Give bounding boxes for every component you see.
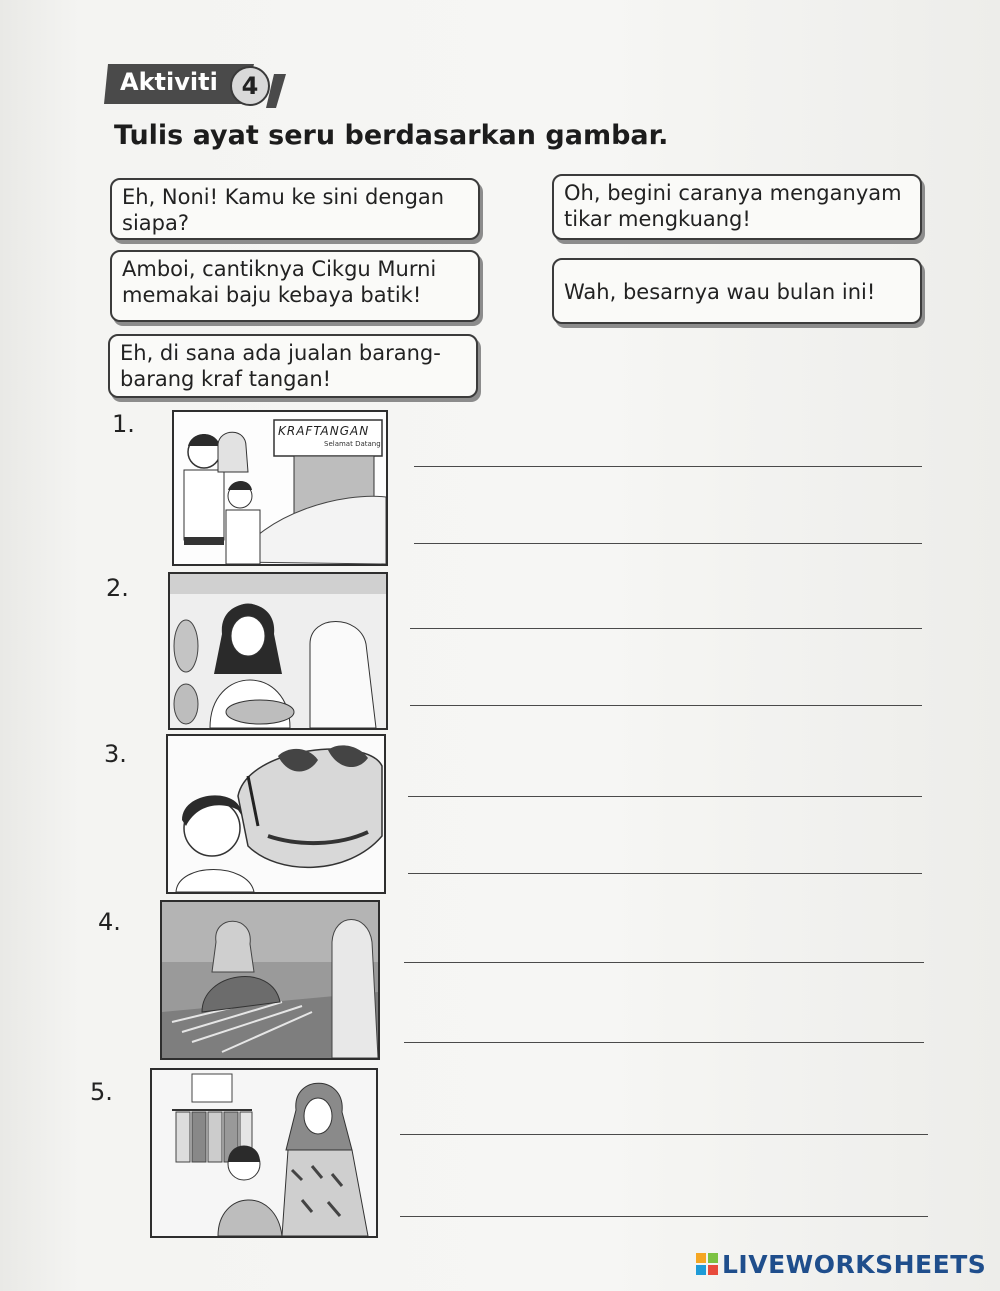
welcome-sign: Selamat Datang — [324, 440, 381, 448]
option-box-4: Wah, besarnya wau bulan ini! — [552, 258, 922, 324]
picture-4 — [160, 900, 380, 1060]
picture-1 — [172, 410, 388, 566]
option-box-3: Amboi, cantiknya Cikgu Murni memakai baju kebaya batik! — [110, 250, 480, 322]
question-number-4: 4. — [98, 908, 121, 936]
picture-3-illustration — [168, 736, 384, 892]
question-number-5: 5. — [90, 1078, 113, 1106]
picture-5 — [150, 1068, 378, 1238]
answer-line-5a — [400, 1134, 928, 1135]
picture-2 — [168, 572, 388, 730]
liveworksheets-text: LIVEWORKSHEETS — [722, 1250, 987, 1279]
answer-line-4a — [404, 962, 924, 963]
option-box-5: Eh, di sana ada jualan barang-barang kraf tangan! — [108, 334, 478, 398]
option-box-2: Oh, begini caranya menganyam tikar mengkuang! — [552, 174, 922, 240]
answer-line-2a — [410, 628, 922, 629]
answer-line-5b — [400, 1216, 928, 1217]
answer-line-1a — [414, 466, 922, 467]
option-box-1: Eh, Noni! Kamu ke sini dengan siapa? — [110, 178, 480, 240]
activity-label: Aktiviti — [120, 68, 218, 96]
picture-3 — [166, 734, 386, 894]
tag-tail-shape — [266, 74, 286, 108]
answer-line-2b — [410, 705, 922, 706]
picture-5-illustration — [152, 1070, 376, 1236]
instruction-text: Tulis ayat seru berdasarkan gambar. — [114, 120, 669, 151]
answer-line-3b — [408, 873, 922, 874]
answer-line-3a — [408, 796, 922, 797]
liveworksheets-brand — [696, 1250, 986, 1279]
answer-line-4b — [404, 1042, 924, 1043]
picture-2-illustration — [170, 574, 386, 728]
liveworksheets-logo-icon — [696, 1253, 718, 1277]
activity-number-badge: 4 — [230, 66, 270, 106]
question-number-1: 1. — [112, 410, 135, 438]
picture-4-illustration — [162, 902, 378, 1058]
kraftangan-sign: KRAFTANGAN — [278, 424, 370, 438]
answer-line-1b — [414, 543, 922, 544]
question-number-3: 3. — [104, 740, 127, 768]
question-number-2: 2. — [106, 574, 129, 602]
